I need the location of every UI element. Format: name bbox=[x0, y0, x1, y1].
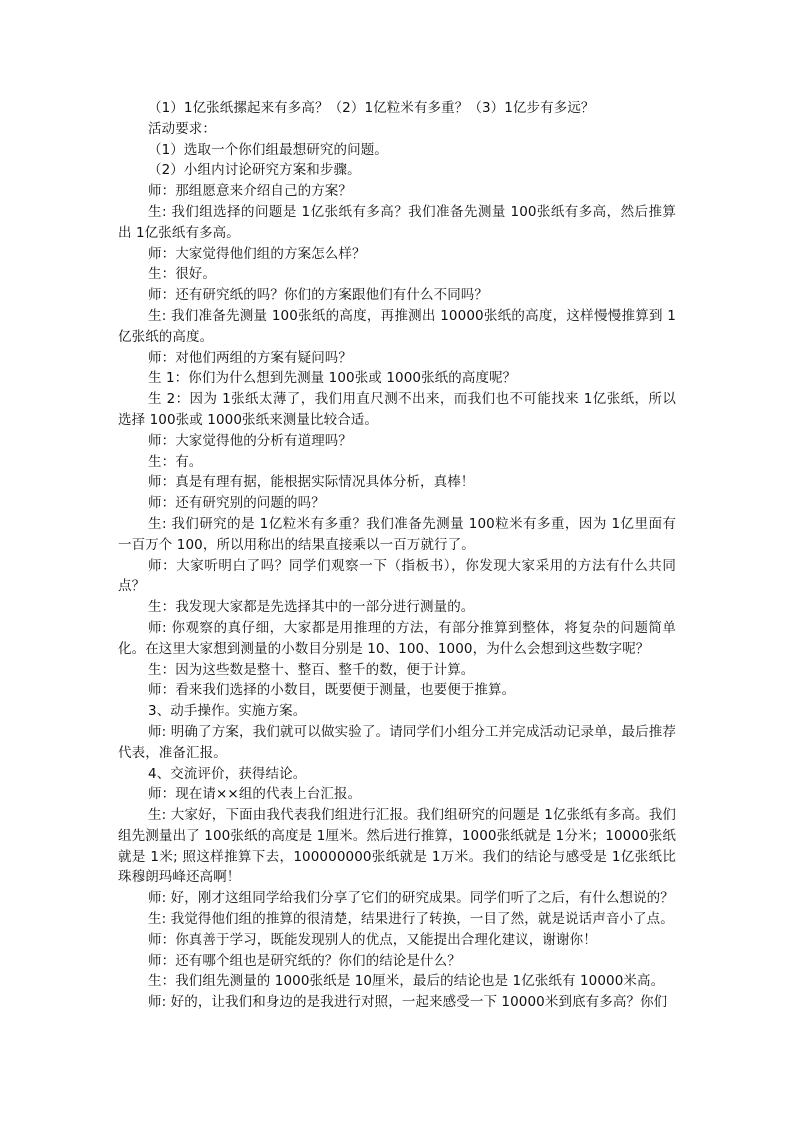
dialogue-line: 生: 我们组选择的问题是 1亿张纸有多高？我们准备先测量 100张纸有多高，然后推算出 1亿张纸有多高。 bbox=[118, 203, 676, 241]
dialogue-line: 师: 好的，让我们和身边的是我进行对照，一起来感受一下 10000米到底有多高？你们 bbox=[148, 994, 668, 1011]
dialogue-line: 师：大家觉得他们组的方案怎么样？ bbox=[148, 245, 366, 262]
dialogue-line: 生：因为这些数是整十、整百、整千的数，便于计算。 bbox=[148, 661, 475, 678]
dialogue-line: 生: 大家好，下面由我代表我们组进行汇报。我们组研究的问题是 1亿张纸有多高。我们组先测量出了 100张纸的高度是 1厘米。然后进行推算，1000张纸就是 1分米；10000张纸就是 1米; 照这样推算下去，100000000张纸就是 1万米。我们的结论与感受是 1亿张纸比珠穆朗玛峰还高啊！ bbox=[118, 807, 676, 886]
dialogue-line: 生：我们组先测量的 1000张纸是 10厘米，最后的结论也是 1亿张纸有 10000米高。 bbox=[148, 973, 665, 990]
dialogue-line: 师：还有研究别的问题的吗？ bbox=[148, 495, 325, 512]
dialogue-line: 师：那组愿意来介绍自己的方案？ bbox=[148, 183, 352, 200]
question-list: （1）1亿张纸摞起来有多高？（2）1亿粒米有多重？（3）1亿步有多远？ bbox=[148, 100, 595, 116]
dialogue-line: 师：真是有理有据，能根据实际情况具体分析，真棒！ bbox=[148, 474, 475, 491]
dialogue-line: 师: 你观察的真仔细，大家都是用推理的方法，有部分推算到整体，将复杂的问题简单化。在这里大家想到测量的小数目分别是 10、100、1000，为什么会想到这些数字呢？ bbox=[118, 619, 676, 657]
requirement-2: （2）小组内讨论研究方案和步骤。 bbox=[148, 162, 361, 179]
dialogue-line: 师：大家觉得他的分析有道理吗？ bbox=[148, 432, 352, 449]
dialogue-line: 师：你真善于学习，既能发现别人的优点，又能提出合理化建议，谢谢你！ bbox=[148, 931, 597, 948]
section-heading-4: 4、交流评价，获得结论。 bbox=[148, 765, 307, 782]
document-body bbox=[118, 98, 676, 1013]
section-heading-3: 3、动手操作。实施方案。 bbox=[148, 703, 307, 720]
dialogue-line: 生: 我们准备先测量 100张纸的高度，再推测出 10000张纸的高度，这样慢慢推算到 1亿张纸的高度。 bbox=[118, 307, 676, 345]
activity-requirements-heading: 活动要求： bbox=[148, 120, 216, 137]
dialogue-line: 生：有。 bbox=[148, 453, 203, 470]
requirement-1: （1）选取一个你们组最想研究的问题。 bbox=[148, 141, 388, 158]
dialogue-line: 师: 好，刚才这组同学给我们分享了它们的研究成果。同学们听了之后，有什么想说的？ bbox=[148, 890, 674, 907]
dialogue-line: 生 1：你们为什么想到先测量 100张或 1000张纸的高度呢？ bbox=[148, 370, 517, 387]
dialogue-line: 师：对他们两组的方案有疑问吗？ bbox=[148, 349, 352, 366]
dialogue-line: 生：我发现大家都是先选择其中的一部分进行测量的。 bbox=[148, 599, 475, 616]
dialogue-line: 师：还有研究纸的吗？你们的方案跟他们有什么不同吗？ bbox=[148, 287, 488, 304]
dialogue-line: 生 2：因为 1张纸太薄了，我们用直尺测不出来，而我们也不可能找来 1亿张纸，所以选择 100张或 1000张纸来测量比较合适。 bbox=[118, 391, 676, 428]
dialogue-line: 师：大家听明白了吗？同学们观察一下（指板书），你发现大家采用的方法有什么共同点？ bbox=[118, 557, 676, 595]
dialogue-line: 生: 我们研究的是 1亿粒米有多重？我们准备先测量 100粒米有多重，因为 1亿里面有一百万个 100，所以用称出的结果直接乘以一百万就行了。 bbox=[118, 515, 676, 553]
dialogue-line: 生：很好。 bbox=[148, 266, 216, 283]
dialogue-line: 师：还有哪个组也是研究纸的？你们的结论是什么？ bbox=[148, 952, 461, 969]
dialogue-line: 师: 明确了方案，我们就可以做实验了。请同学们小组分工并完成活动记录单，最后推荐代表，准备汇报。 bbox=[118, 723, 676, 761]
dialogue-line: 师：看来我们选择的小数目，既要便于测量，也要便于推算。 bbox=[148, 682, 516, 699]
dialogue-line: 师：现在请××组的代表上台汇报。 bbox=[148, 786, 362, 803]
dialogue-line: 生: 我觉得他们组的推算的很清楚，结果进行了转换，一目了然，就是说话声音小了点。 bbox=[148, 911, 674, 928]
